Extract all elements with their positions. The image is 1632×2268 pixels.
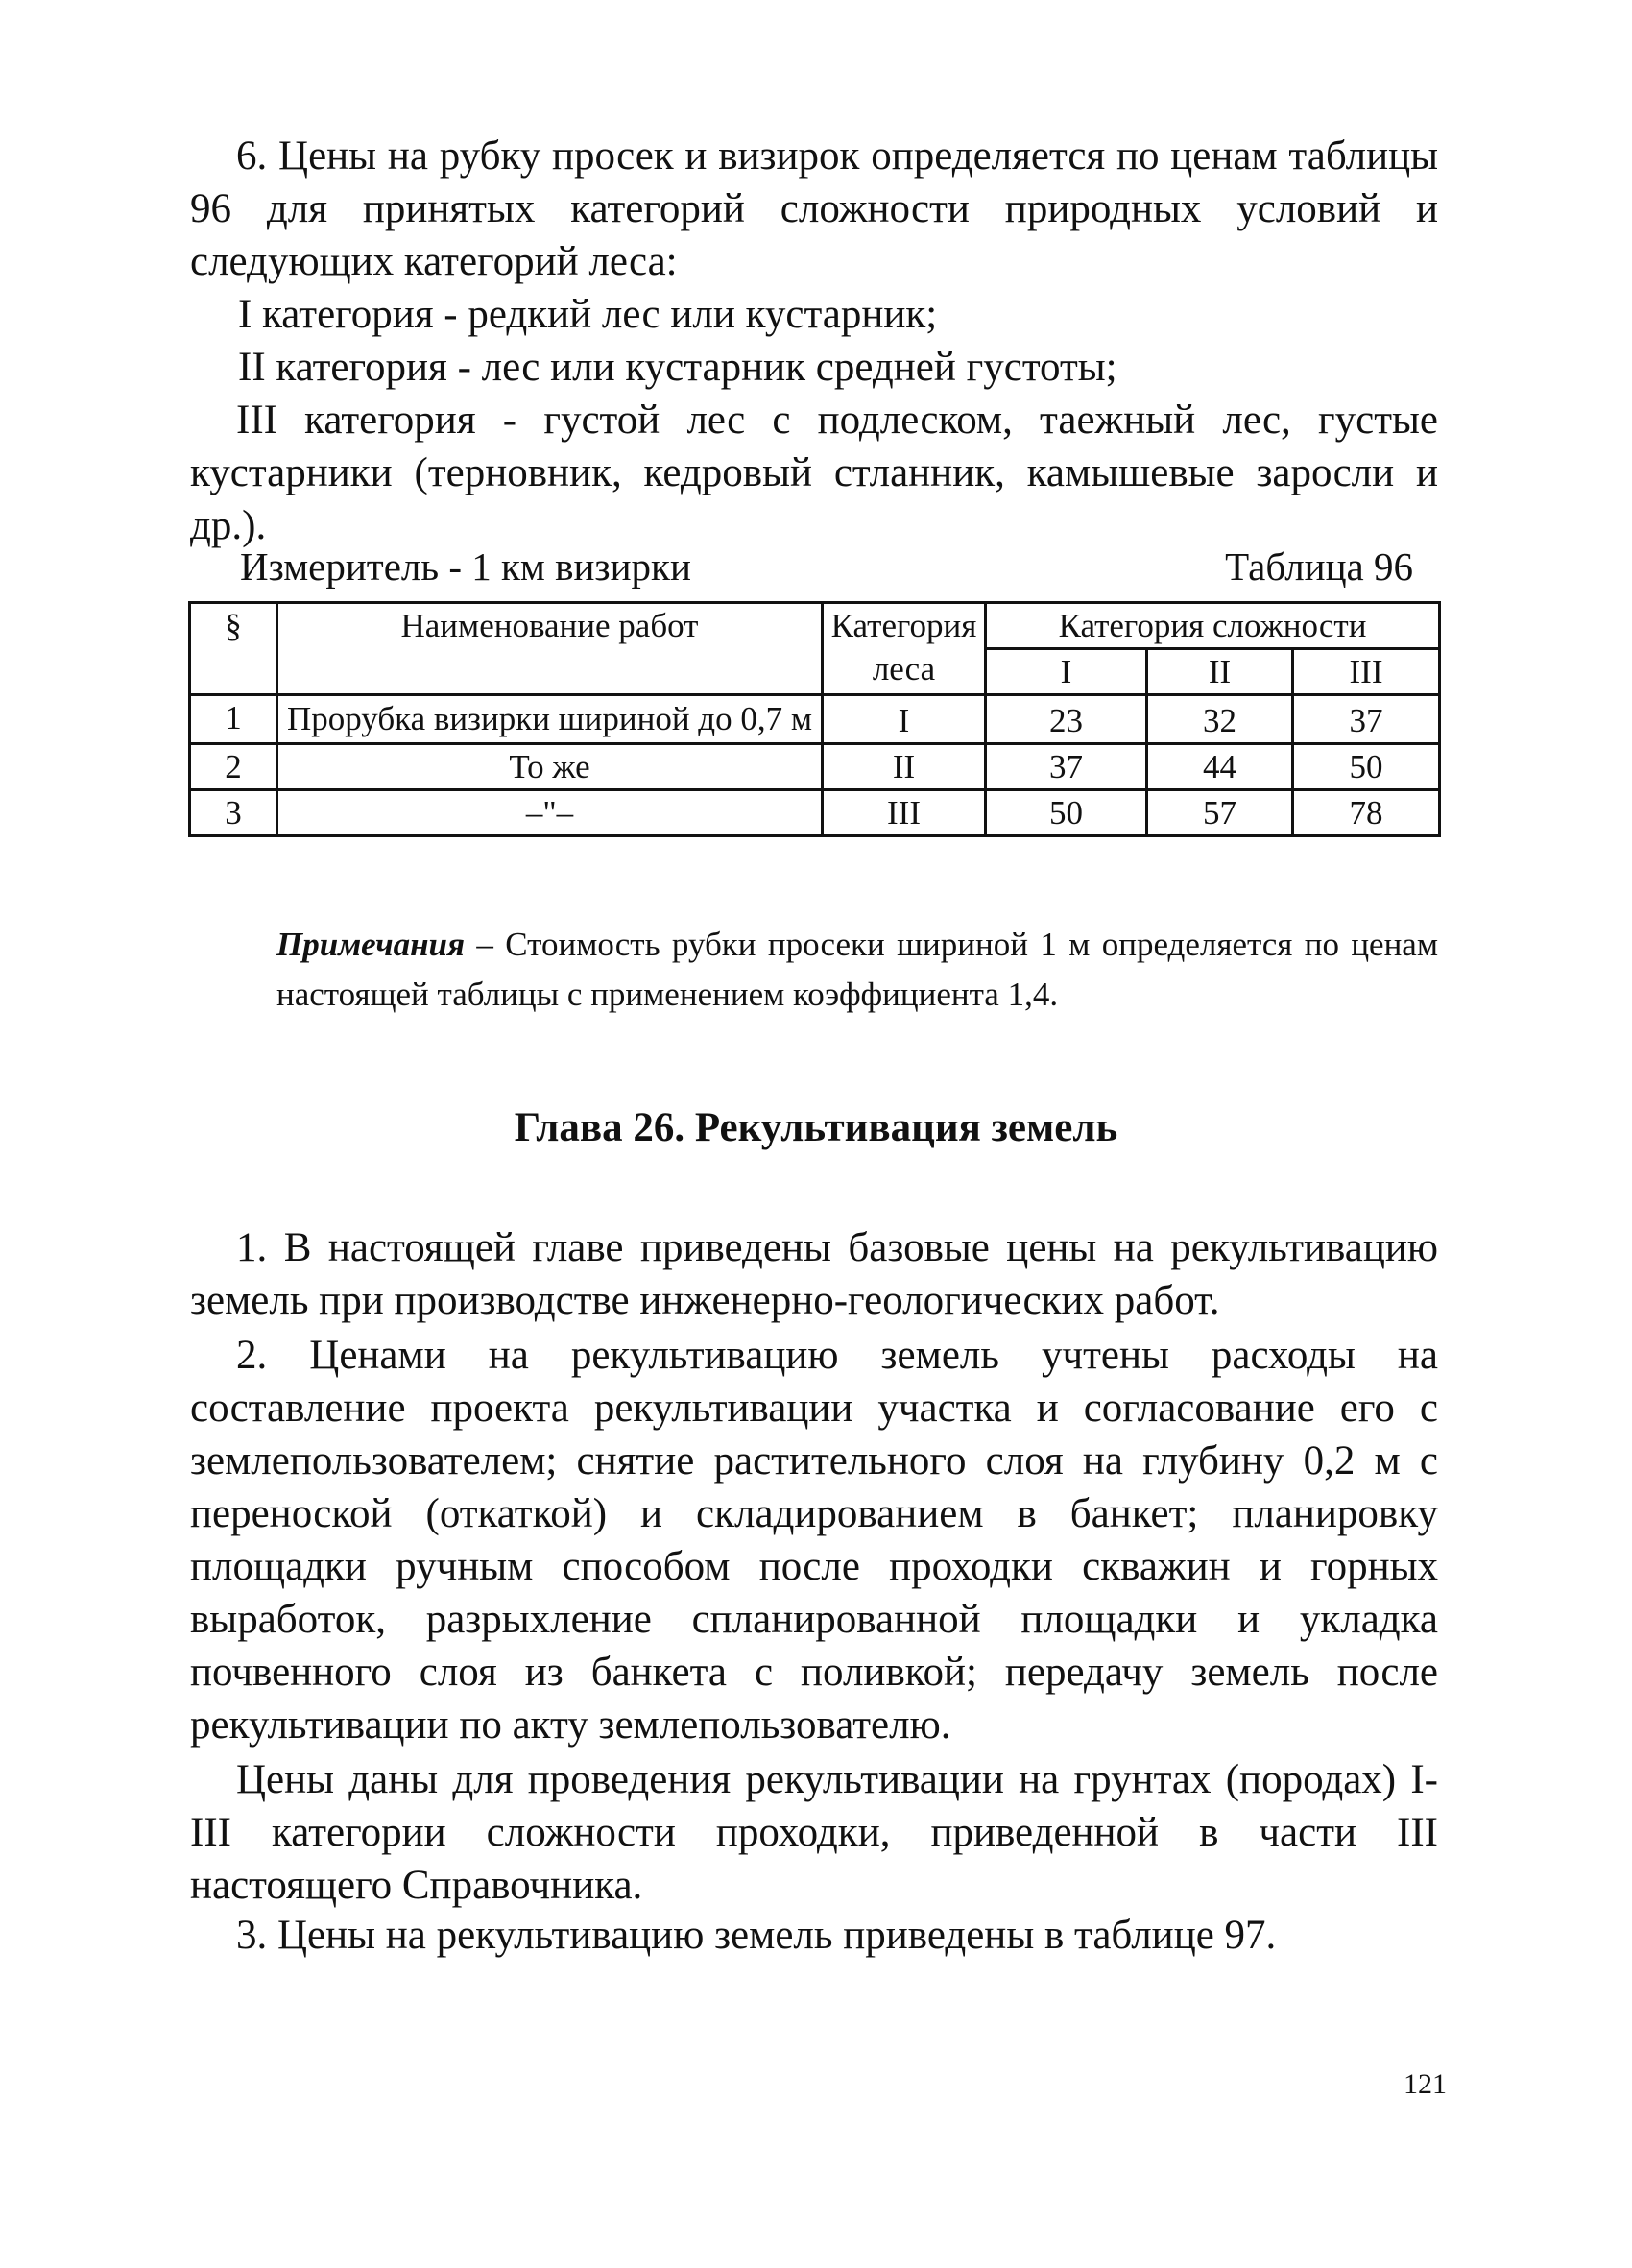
note-text: – Стоимость рубки просеки шириной 1 м определяется по ценам настоящей таблицы с применением коэффициента 1,4. xyxy=(276,926,1438,1013)
row-price-3: 50 xyxy=(1293,744,1440,790)
table-caption: Таблица 96 xyxy=(1225,544,1413,589)
table-measure-unit: Измеритель - 1 км визирки xyxy=(240,544,691,589)
header-complexity-category: Категория сложности xyxy=(986,603,1440,649)
table-row xyxy=(190,744,1440,790)
row-price-3: 78 xyxy=(1293,790,1440,836)
row-work-name: То же xyxy=(277,744,823,790)
paragraph-6: 6. Цены на рубку просек и визирок определяется по ценам таблицы 96 для принятых категорий сложности природных условий и следующих категорий леса: xyxy=(190,133,1438,284)
chapter-paragraph-2: 2. Ценами на рекультивацию земель учтены расходы на составление проекта рекультивации участка и согласование его с землепользователем; снятие растительного слоя на глубину 0,2 м с переноской (откаткой) и складированием в банкет; планировку площадки ручным способом после проходки скважин и горных выработок, разрыхление спланированной площадки и укладка почвенного слоя из банкета с поливкой; передачу земель после рекультивации по акту землепользователю. xyxy=(190,1333,1438,1748)
table-header-row xyxy=(190,603,1440,649)
row-forest-category: I xyxy=(823,695,986,744)
row-price-1: 37 xyxy=(986,744,1147,790)
header-work-name: Наименование работ xyxy=(277,603,823,695)
header-complexity-2: II xyxy=(1147,649,1293,695)
row-price-1: 50 xyxy=(986,790,1147,836)
row-work-name: –"– xyxy=(277,790,823,836)
forest-category-3: III категория - густой лес с подлеском, таежный лес, густые кустарники (терновник, кедровый стланник, камышевые заросли и др.). xyxy=(190,398,1438,548)
header-complexity-3: III xyxy=(1293,649,1440,695)
row-price-1: 23 xyxy=(986,695,1147,744)
table-row xyxy=(190,695,1440,744)
price-table-96 xyxy=(188,601,1441,837)
header-section-sign: § xyxy=(190,603,277,695)
row-price-2: 44 xyxy=(1147,744,1293,790)
chapter-heading: Глава 26. Рекультивация земель xyxy=(514,1105,1118,1150)
forest-category-2: II категория - лес или кустарник средней густоты; xyxy=(238,345,1117,390)
row-price-3: 37 xyxy=(1293,695,1440,744)
note-label: Примечания xyxy=(276,926,466,963)
row-forest-category: III xyxy=(823,790,986,836)
row-forest-category: II xyxy=(823,744,986,790)
row-price-2: 32 xyxy=(1147,695,1293,744)
forest-category-1: I категория - редкий лес или кустарник; xyxy=(238,292,938,337)
chapter-paragraph-3: 3. Цены на рекультивацию земель приведены в таблице 97. xyxy=(236,1913,1277,1958)
header-forest-category: Категория леса xyxy=(823,603,986,695)
header-complexity-1: I xyxy=(986,649,1147,695)
row-number: 3 xyxy=(190,790,277,836)
chapter-paragraph-2b: Цены даны для проведения рекультивации на грунтах (породах) I-III категории сложности проходки, приведенной в части III настоящего Справочника. xyxy=(190,1757,1438,1908)
row-number: 2 xyxy=(190,744,277,790)
row-work-name: Прорубка визирки шириной до 0,7 м xyxy=(277,695,823,744)
table-row xyxy=(190,790,1440,836)
chapter-paragraph-1: 1. В настоящей главе приведены базовые цены на рекультивацию земель при производстве инженерно-геологических работ. xyxy=(190,1225,1438,1323)
table-note xyxy=(276,920,1438,1020)
row-number: 1 xyxy=(190,695,277,744)
page-number: 121 xyxy=(1404,2068,1447,2100)
row-price-2: 57 xyxy=(1147,790,1293,836)
